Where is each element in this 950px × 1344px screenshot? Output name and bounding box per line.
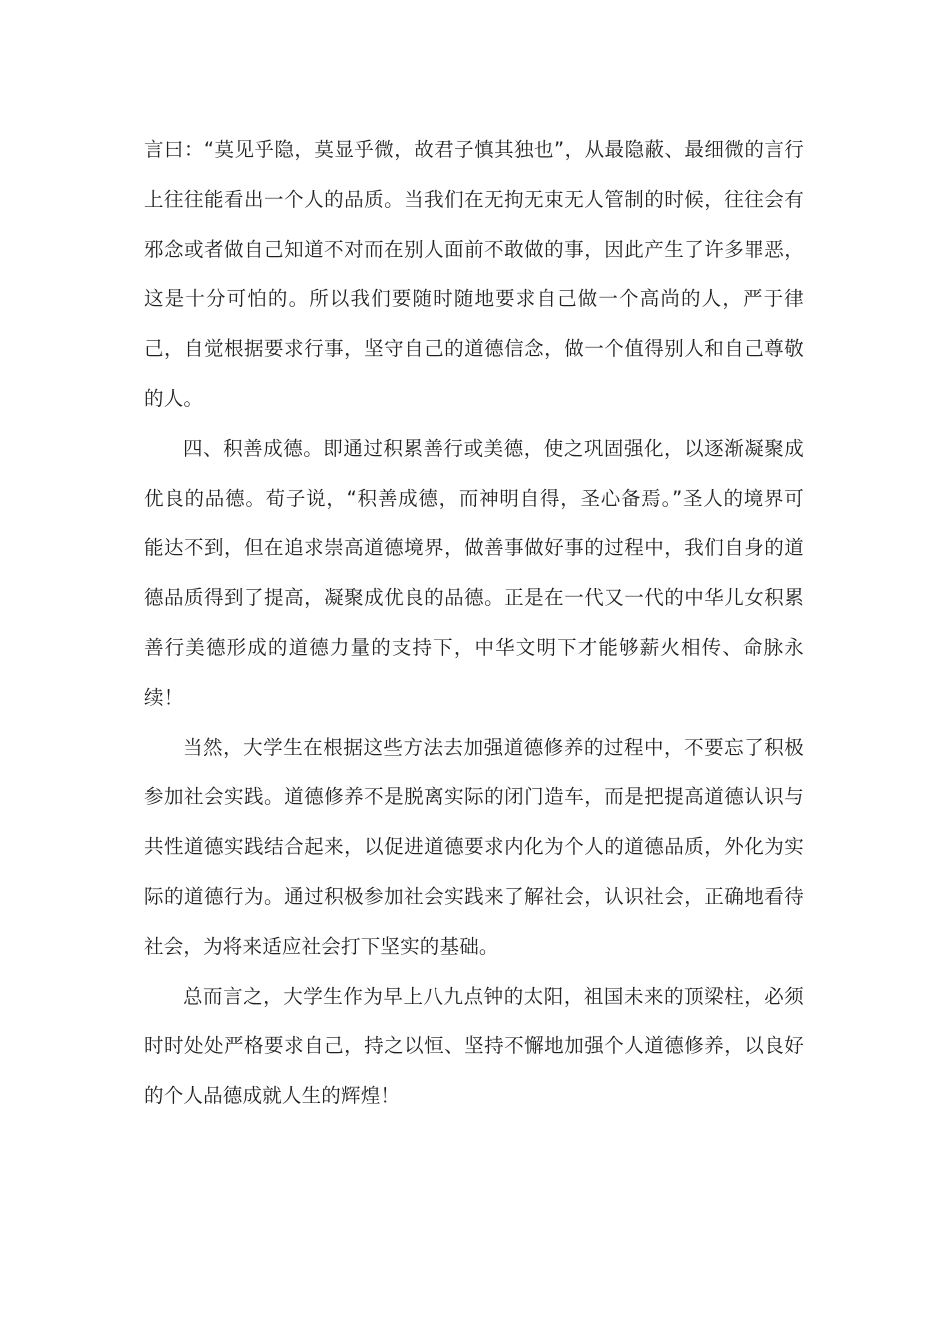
document-body [144, 125, 804, 1121]
paragraph-4: 总而言之，大学生作为早上八九点钟的太阳，祖国未来的顶梁柱，必须时时处处严格要求自己，持之以恒、坚持不懈地加强个人道德修养，以良好的个人品德成就人生的辉煌！ [144, 984, 804, 1108]
paragraph-1: 言曰：“莫见乎隐，莫显乎微，故君子慎其独也”，从最隐蔽、最细微的言行上往往能看出一个人的品质。当我们在无拘无束无人管制的时候，往往会有邪念或者做自己知道不对而在别人面前不敢做的事，因此产生了许多罪恶，这是十分可怕的。所以我们要随时随地要求自己做一个高尚的人，严于律己，自觉根据要求行事，坚守自己的道德信念，做一个值得别人和自己尊敬的人。 [144, 138, 804, 410]
paragraph-2: 四、积善成德。即通过积累善行或美德，使之巩固强化，以逐渐凝聚成优良的品德。荀子说，“积善成德，而神明自得，圣心备焉。”圣人的境界可能达不到，但在追求崇高道德境界，做善事做好事的过程中，我们自身的道德品质得到了提高，凝聚成优良的品德。正是在一代又一代的中华儿女积累善行美德形成的道德力量的支持下，中华文明下才能够薪火相传、命脉永续！ [144, 436, 804, 709]
paragraph-3: 当然，大学生在根据这些方法去加强道德修养的过程中，不要忘了积极参加社会实践。道德修养不是脱离实际的闭门造车，而是把提高道德认识与共性道德实践结合起来，以促进道德要求内化为个人的道德品质，外化为实际的道德行为。通过积极参加社会实践来了解社会，认识社会，正确地看待社会，为将来适应社会打下坚实的基础。 [144, 735, 804, 958]
